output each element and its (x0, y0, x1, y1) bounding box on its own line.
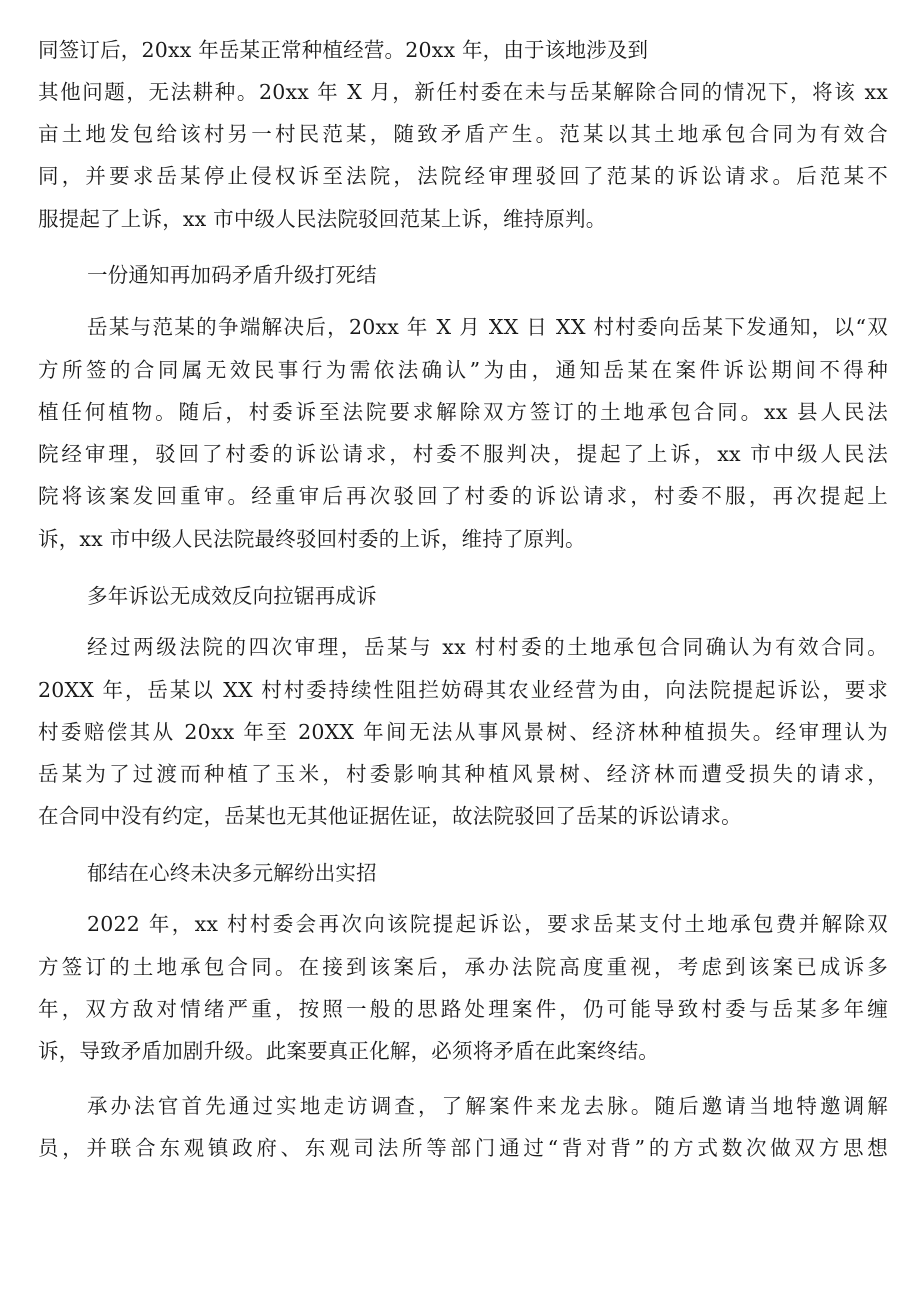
text-line: 20XX 年，岳某以 XX 村村委持续性阻拦妨碍其农业经营为由，向法院提起诉讼，要求 (38, 678, 888, 702)
text-line: 服提起了上诉，xx 市中级人民法院驳回范某上诉，维持原判。 (38, 207, 607, 231)
text-line: 年，双方敌对情绪严重，按照一般的思路处理案件，仍可能导致村委与岳某多年缠 (38, 997, 888, 1021)
text-line: 院经审理，驳回了村委的诉讼请求，村委不服判决，提起了上诉，xx 市中级人民法 (38, 442, 888, 466)
text-line: 植任何植物。随后，村委诉至法院要求解除双方签订的土地承包合同。xx 县人民法 (38, 400, 888, 424)
text-line: 院将该案发回重审。经重审后再次驳回了村委的诉讼请求，村委不服，再次提起上 (38, 484, 888, 508)
text-line: 同签订后，20xx 年岳某正常种植经营。20xx 年，由于该地涉及到 (38, 38, 649, 62)
text-line: 亩土地发包给该村另一村民范某，随致矛盾产生。范某以其土地承包合同为有效合 (38, 122, 888, 146)
text-line: 在合同中没有约定，岳某也无其他证据佐证，故法院驳回了岳某的诉讼请求。 (38, 804, 742, 828)
section-heading: 多年诉讼无成效反向拉锯再成诉 (87, 584, 377, 608)
text-line: 其他问题，无法耕种。20xx 年 X 月，新任村委在未与岳某解除合同的情况下，将该 xx (38, 80, 888, 104)
text-line: 员，并联合东观镇政府、东观司法所等部门通过“背对背”的方式数次做双方思想 (38, 1136, 888, 1160)
text-line: 方所签的合同属无效民事行为需依法确认”为由，通知岳某在案件诉讼期间不得种 (38, 358, 888, 382)
text-line: 岳某为了过渡而种植了玉米，村委影响其种植风景树、经济林而遭受损失的请求， (38, 762, 888, 786)
section-heading: 一份通知再加码矛盾升级打死结 (87, 263, 377, 287)
section-heading: 郁结在心终未决多元解纷出实招 (87, 861, 377, 885)
text-line: 方签订的土地承包合同。在接到该案后，承办法院高度重视，考虑到该案已成诉多 (38, 955, 888, 979)
text-line: 诉，xx 市中级人民法院最终驳回村委的上诉，维持了原判。 (38, 527, 586, 551)
text-line: 经过两级法院的四次审理，岳某与 xx 村村委的土地承包合同确认为有效合同。 (87, 635, 888, 659)
text-line: 同，并要求岳某停止侵权诉至法院，法院经审理驳回了范某的诉讼请求。后范某不 (38, 164, 888, 188)
text-line: 村委赔偿其从 20xx 年至 20XX 年间无法从事风景树、经济林种植损失。经审理认为 (38, 720, 888, 744)
text-line: 岳某与范某的争端解决后，20xx 年 X 月 XX 日 XX 村村委向岳某下发通知，以“双 (87, 315, 888, 339)
text-line: 诉，导致矛盾加剧升级。此案要真正化解，必须将矛盾在此案终结。 (38, 1039, 659, 1063)
text-line: 承办法官首先通过实地走访调查，了解案件来龙去脉。随后邀请当地特邀调解 (87, 1094, 888, 1118)
text-line: 2022 年，xx 村村委会再次向该院提起诉讼，要求岳某支付土地承包费并解除双 (87, 912, 888, 936)
